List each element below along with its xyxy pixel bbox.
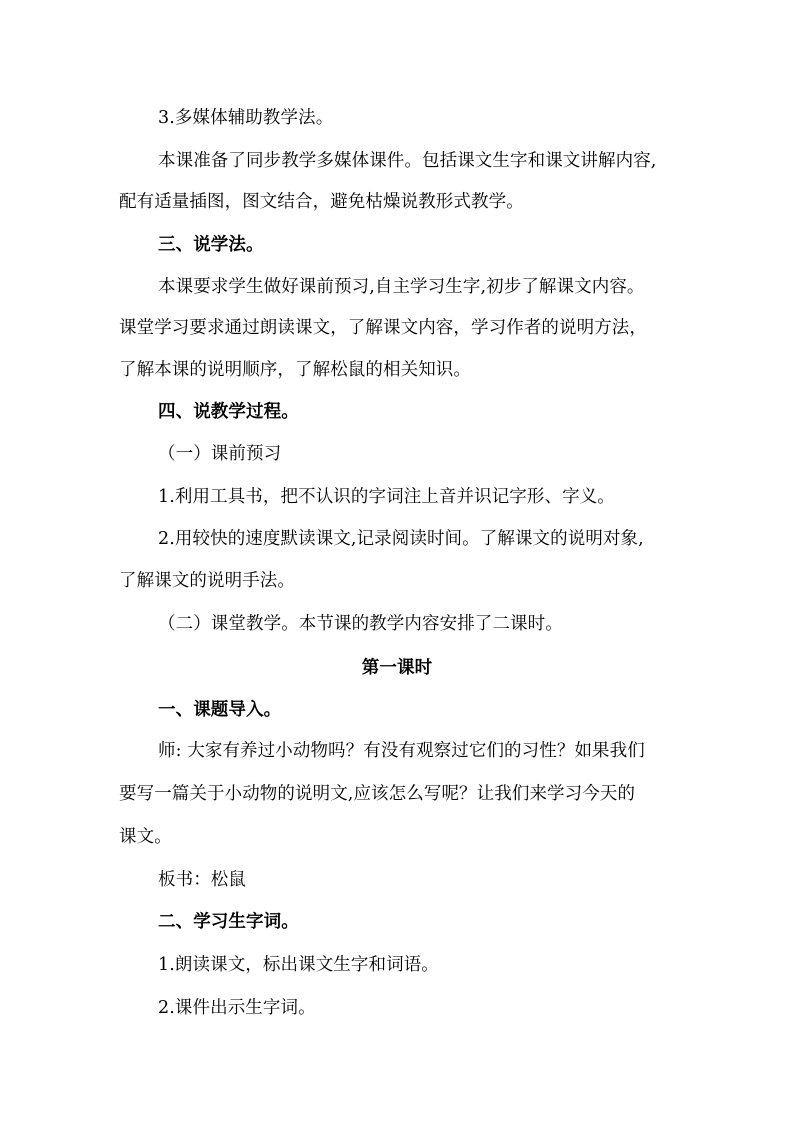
paragraph-learning-method-line-1: 本课要求学生做好课前预习,自主学习生字,初步了解课文内容。 xyxy=(158,277,645,297)
paragraph-classroom-teaching: （二）课堂教学。本节课的教学内容安排了二课时。 xyxy=(158,614,563,634)
paragraph-preview-step-2-line-2: 了解课文的说明手法。 xyxy=(119,571,295,591)
paragraph-board-writing: 板书：松鼠 xyxy=(158,870,246,890)
paragraph-multimedia-method: 3.多媒体辅助教学法。 xyxy=(158,108,334,128)
paragraph-preview: （一）课前预习 xyxy=(158,444,282,464)
heading-topic-introduction: 一、课题导入。 xyxy=(158,700,282,720)
section-title-first-lesson: 第一课时 xyxy=(361,658,433,678)
heading-learning-method: 三、说学法。 xyxy=(158,235,264,255)
heading-teaching-process: 四、说教学过程。 xyxy=(158,402,299,422)
paragraph-teacher-intro-line-3: 课文。 xyxy=(119,827,172,847)
paragraph-teacher-intro-line-2: 要写一篇关于小动物的说明文,应该怎么写呢？让我们来学习今天的 xyxy=(119,784,636,804)
paragraph-learning-method-line-3: 了解本课的说明顺序，了解松鼠的相关知识。 xyxy=(119,360,471,380)
paragraph-courseware-line-2: 配有适量插图，图文结合，避免枯燥说教形式教学。 xyxy=(119,192,524,212)
paragraph-new-words-step-2: 2.课件出示生字词。 xyxy=(158,998,316,1018)
paragraph-learning-method-line-2: 课堂学习要求通过朗读课文，了解课文内容，学习作者的说明方法， xyxy=(119,318,647,338)
paragraph-new-words-step-1: 1.朗读课文，标出课文生字和词语。 xyxy=(158,955,439,975)
paragraph-preview-step-1: 1.利用工具书，把不认识的字词注上音并识记字形、字义。 xyxy=(158,487,615,507)
paragraph-teacher-intro-line-1: 师: 大家有养过小动物吗？有没有观察过它们的习性？如果我们 xyxy=(158,741,645,761)
heading-learn-new-words: 二、学习生字词。 xyxy=(158,912,299,932)
paragraph-courseware-line-1: 本课准备了同步教学多媒体课件。包括课文生字和课文讲解内容, xyxy=(158,151,657,171)
paragraph-preview-step-2-line-1: 2.用较快的速度默读课文,记录阅读时间。了解课文的说明对象, xyxy=(158,529,644,549)
